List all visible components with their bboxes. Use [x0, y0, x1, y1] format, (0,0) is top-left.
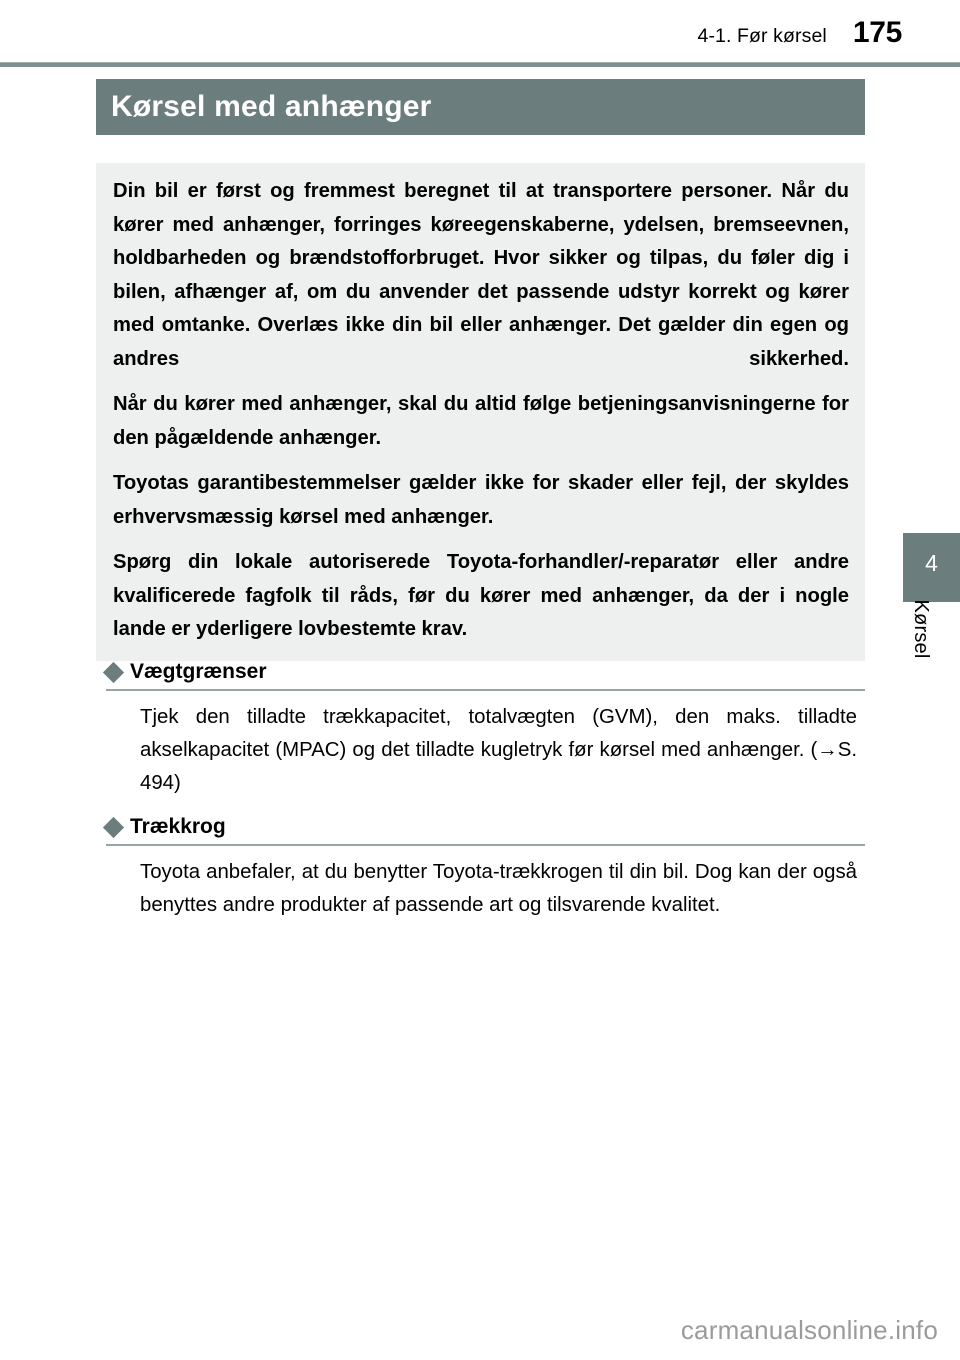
- section-header: [106, 815, 865, 844]
- chapter-label: [903, 599, 960, 723]
- section-title: Trækkrog: [130, 815, 226, 838]
- section-header: [106, 660, 865, 689]
- page-title-bar: [96, 79, 865, 135]
- page-header: [0, 0, 960, 62]
- section-paragraph: Tjek den tilladte trækkapacitet, totalvægten (GVM), den maks. tilladte akselkapacitet (MPAC) og det tilladte kugletryk før kørsel med anhænger. (→S. 494): [140, 706, 857, 794]
- section-title: Vægtgrænser: [130, 660, 267, 683]
- notice-paragraph: Din bil er først og fremmest beregnet til at transportere personer. Når du kører med anhænger, forringes køreegenskaberne, ydelsen, bremseevnen, holdbarheden og brændstofforbruget. Hvor sikker og tilpas, du føler dig i bilen, afhænger af, om du anvender det passende udstyr korrekt og kører med omtanke. Overlæs ikke din bil eller anhænger. Det gælder din egen og andres sikkerhed.: [113, 180, 849, 370]
- footer-watermark: carmanualsonline.info: [680, 1315, 938, 1345]
- diamond-icon: [103, 816, 124, 837]
- chapter-tab: [903, 533, 960, 602]
- page-title: Kørsel med anhænger: [111, 90, 432, 123]
- chapter-label-text: Kørsel: [909, 599, 932, 659]
- diamond-icon: [103, 661, 124, 682]
- section-body: [106, 691, 865, 800]
- section-traekkrog: [106, 815, 865, 922]
- header-divider: [0, 62, 960, 67]
- notice-paragraph: Spørg din lokale autoriserede Toyota-forhandler/-reparatør eller andre kvalificerede fagfolk til råds, før du kører med anhænger, da der i nogle lande er yderligere lovbestemte krav.: [113, 551, 849, 640]
- notice-paragraph: Når du kører med anhænger, skal du altid følge betjeningsanvisningerne for den pågældende anhænger.: [113, 393, 849, 449]
- notice-paragraph: Toyotas garantibestemmelser gælder ikke for skader eller fejl, der skyldes erhvervsmæssig kørsel med anhænger.: [113, 472, 849, 528]
- header-content: [698, 16, 903, 50]
- notice-box: [96, 163, 865, 661]
- section-paragraph: Toyota anbefaler, at du benytter Toyota-trækkrogen til din bil. Dog kan der også benyttes andre produkter af passende art og tilsvarende kvalitet.: [140, 861, 857, 916]
- page-number: 175: [852, 16, 902, 49]
- section-body: [106, 846, 865, 922]
- section-vaegtgraenser: [106, 660, 865, 800]
- header-section-label: 4-1. Før kørsel: [697, 25, 827, 47]
- chapter-number: 4: [925, 550, 938, 576]
